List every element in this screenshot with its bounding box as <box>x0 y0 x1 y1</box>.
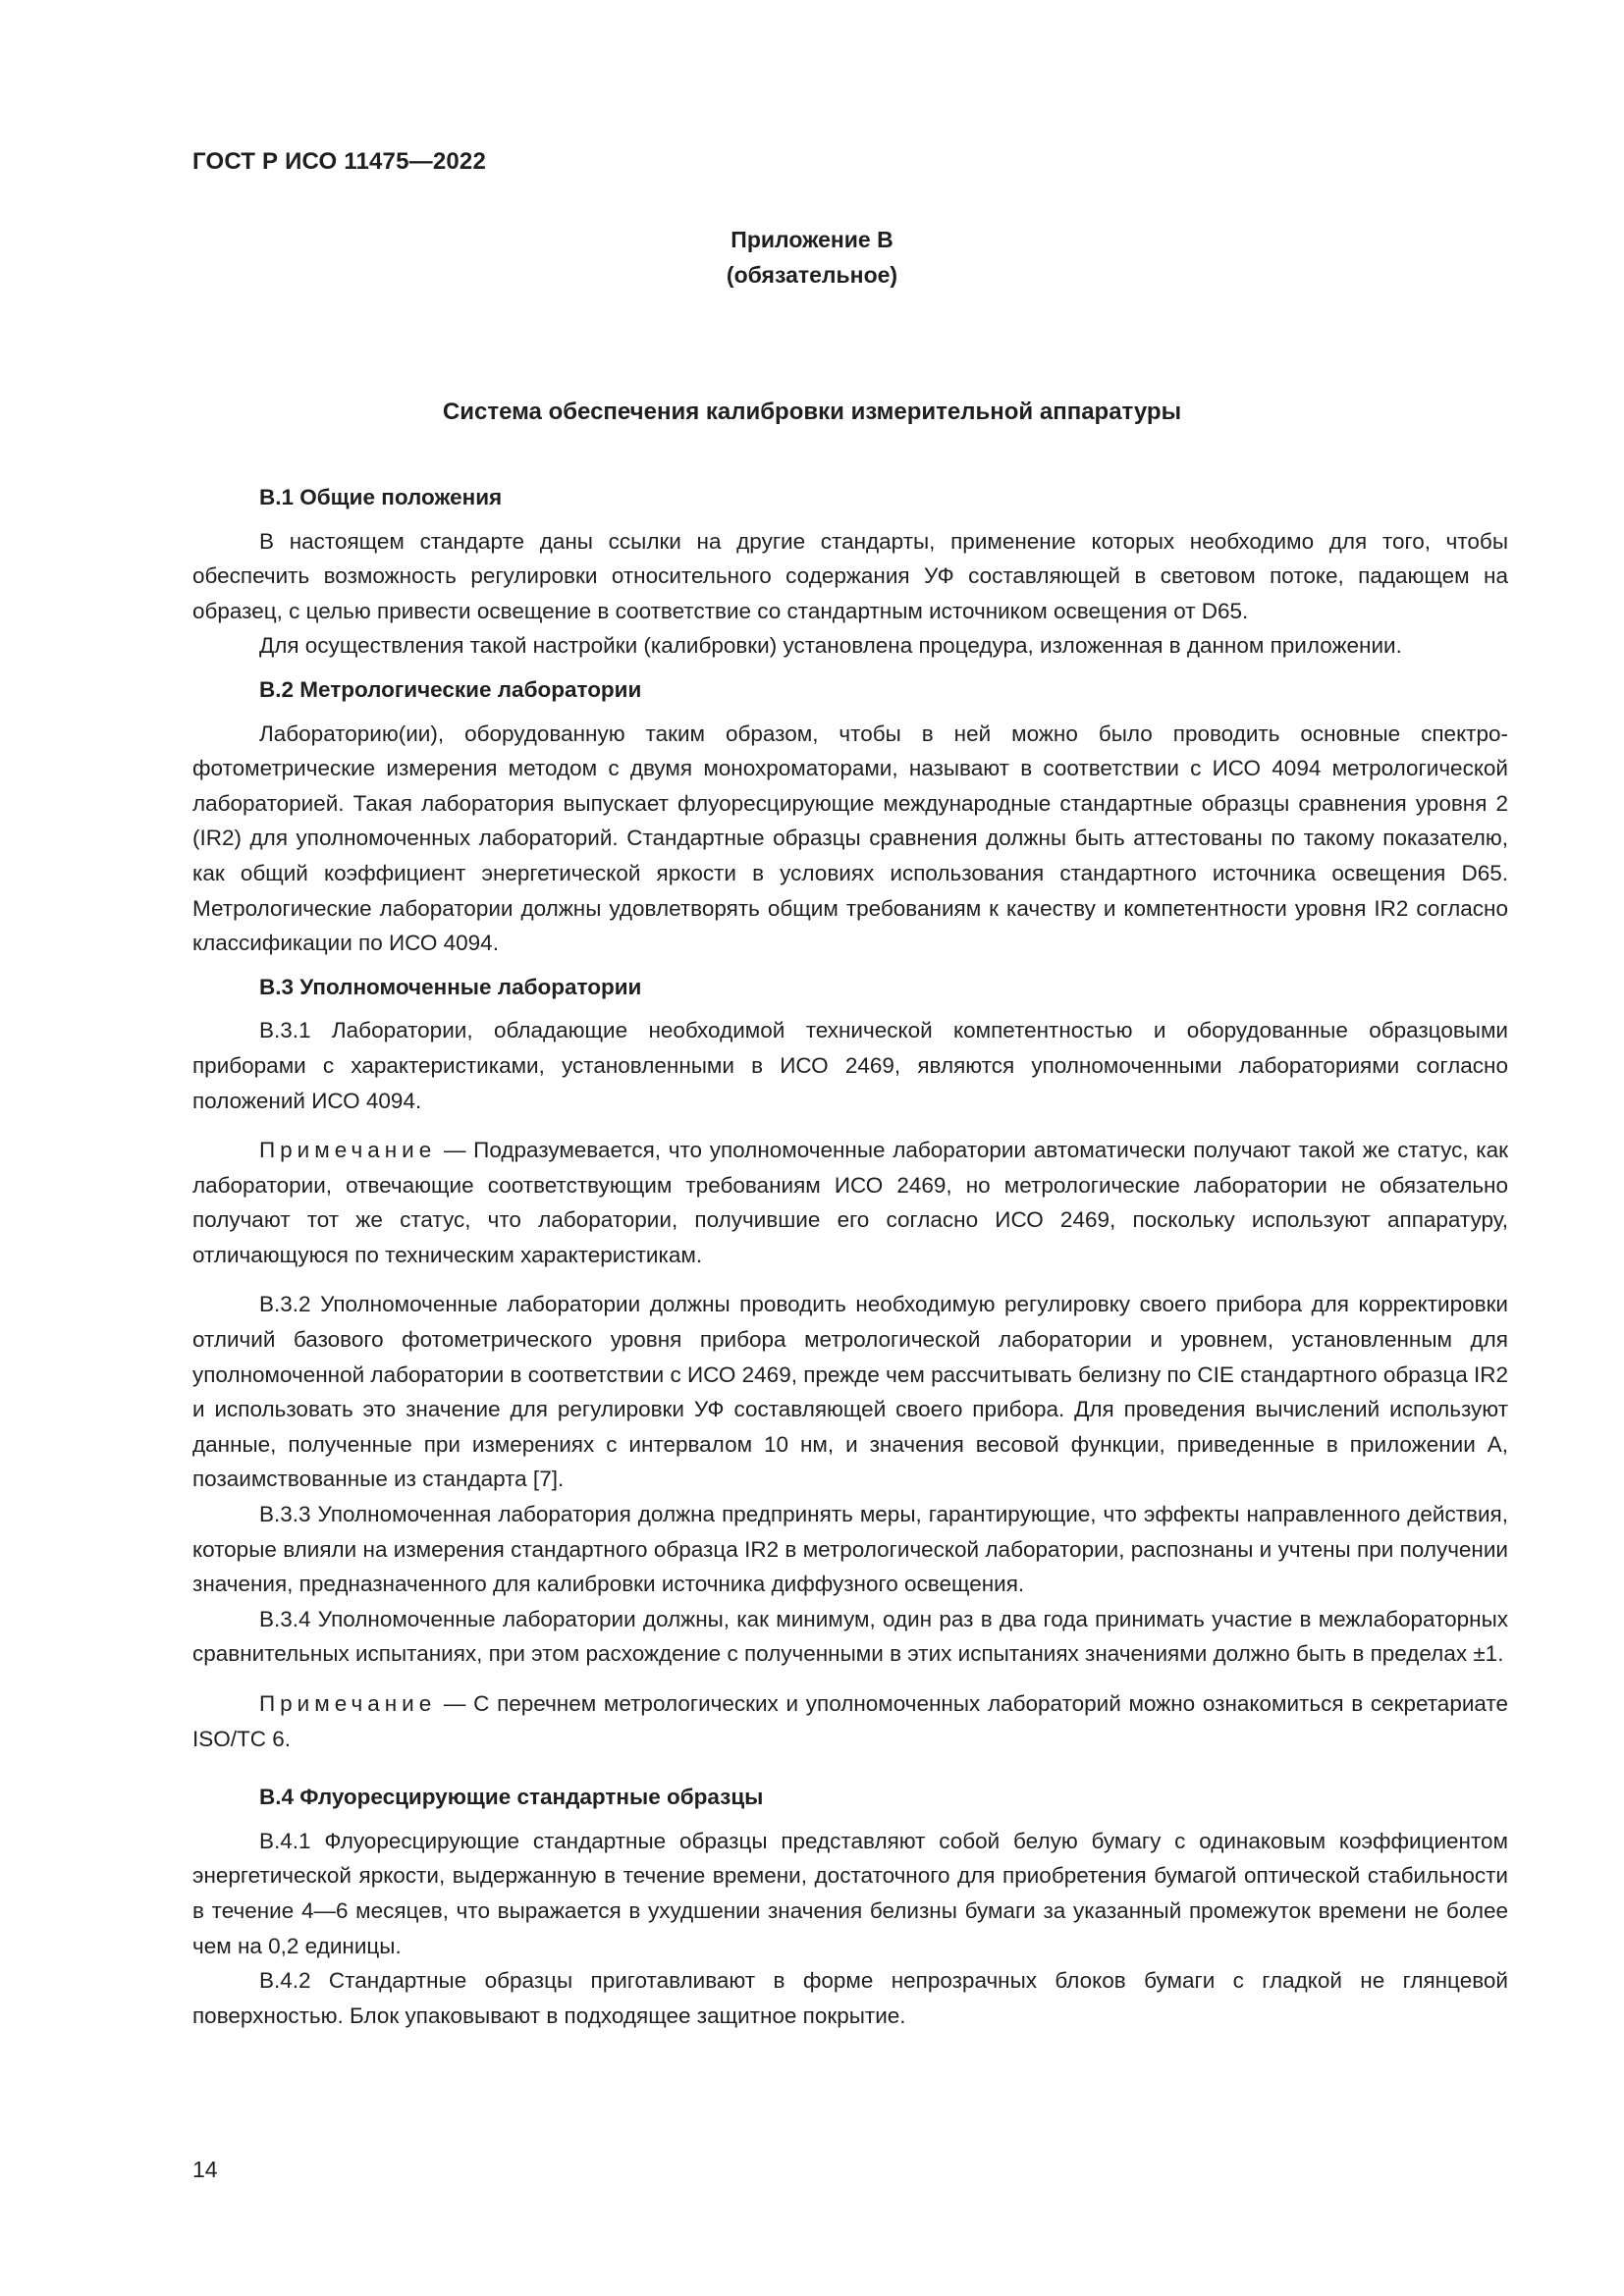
paragraph-b3-2: В.3.2 Уполномоченные лаборатории должны проводить необходимую регулировку своего прибора для корректировки отличий базового фотометрического уровня прибора метрологической лаборатории и уровнем, установленным для уполномоченной лаборатории в соответствии с ИСО 2469, прежде чем рассчитывать белизну по CIE стандартного образца IR2 и использовать это значение для регулировки УФ составляющей своего прибора. Для проведения вычислений используют данные, полученные при измерениях с интервалом 10 нм, и значения весовой функции, приведенные в приложении А, позаимствованные из стандарта [7]. <box>192 1292 1508 1492</box>
paragraph-b2-1: Лабораторию(ии), оборудованную таким образом, чтобы в ней можно было проводить основные спектрофотометрические измерения методом с двумя монохроматорами, называют в соответствии с ИСО 4094 метрологической лабораторией. Такая лаборатория выпускает флуоресцирующие международные стандартные образцы сравнения уровня 2 (IR2) для уполномоченных лабораторий. Стандартные образцы сравнения должны быть аттестованы по такому показателю, как общий коэффициент энергетической яркости в условиях использования стандартного источника освещения D65. Метрологические лаборатории должны удовлетворять общим требованиям к качеству и компетентности уровня IR2 согласно классификации по ИСО 4094. <box>192 721 1508 956</box>
paragraph-b4-2: В.4.2 Стандартные образцы приготавливают в форме непрозрачных блоков бумаги с гладкой не глянцевой поверхностью. Блок упаковывают в подходящее защитное покрытие. <box>192 1968 1508 2028</box>
annex-header <box>0 222 1624 293</box>
note-label: Примечание <box>259 1691 437 1716</box>
annex-title: Система обеспечения калибровки измерительной аппаратуры <box>442 399 1182 425</box>
note-label: Примечание <box>259 1138 437 1163</box>
note-text: — С перечнем метрологических и уполномоченных лабораторий можно ознакомиться в секретариате ISO/TC 6. <box>192 1691 1508 1751</box>
page-number: 14 <box>192 2157 218 2182</box>
paragraph-b3-4: В.3.4 Уполномоченные лаборатории должны, как минимум, один раз в два года принимать участие в межлабораторных сравнительных испытаниях, при этом расхождение с полученными в этих испытаниях значениями должно быть в пределах ±1. <box>192 1606 1508 1667</box>
document-body <box>192 480 1508 2033</box>
document-code: ГОСТ Р ИСО 11475—2022 <box>192 148 487 175</box>
section-heading-b2: В.2 Метрологические лаборатории <box>259 676 642 702</box>
note-b3-1 <box>192 1133 1508 1272</box>
annex-label: Приложение В <box>731 227 893 252</box>
note-b3-2 <box>192 1686 1508 1756</box>
paragraph-b3-3: В.3.3 Уполномоченная лаборатория должна предпринять меры, гарантирующие, что эффекты направленного действия, которые влияли на измерения стандартного образца IR2 в метрологической лаборатории, распознаны и учтены при получении значения, предназначенного для калибровки источника диффузного освещения. <box>192 1502 1508 1597</box>
paragraph-b4-1: В.4.1 Флуоресцирующие стандартные образцы представляют собой белую бумагу с одинаковым коэффициентом энергетической яркости, выдержанную в течение времени, достаточного для приобретения бумагой оптической стабильности в течение 4—6 месяцев, что выражается в ухудшении значения белизны бумаги за указанный промежуток времени не более чем на 0,2 единицы. <box>192 1828 1508 1958</box>
section-heading-b3: В.3 Уполномоченные лаборатории <box>259 974 642 999</box>
annex-status: (обязательное) <box>726 262 898 288</box>
paragraph-b1-2: Для осуществления такой настройки (калибровки) установлена процедура, изложенная в данном приложении. <box>259 633 1402 659</box>
paragraph-b1-1: В настоящем стандарте даны ссылки на другие стандарты, применение которых необходимо для того, чтобы обеспечить возможность регулировки относительного содержания УФ составляющей в световом потоке, падающем на образец, с целью привести освещение в соответствие со стандартным источником освещения от D65. <box>192 528 1508 623</box>
section-heading-b4: В.4 Флуоресцирующие стандартные образцы <box>259 1785 764 1810</box>
paragraph-b3-1: В.3.1 Лаборатории, обладающие необходимой технической компетентностью и оборудованные образцовыми приборами с характеристиками, установленными в ИСО 2469, являются уполномоченными лабораториями согласно положений ИСО 4094. <box>192 1018 1508 1113</box>
section-heading-b1: В.1 Общие положения <box>259 485 503 509</box>
note-text: — Подразумевается, что уполномоченные лаборатории автоматически получают такой же статус, как лаборатории, отвечающие соответствующим требованиям ИСО 2469, но метрологические лаборатории не обязательно получают тот же статус, что лаборатории, получившие его согласно ИСО 2469, поскольку используют аппаратуру, отличающуюся по техническим характеристикам. <box>192 1138 1508 1267</box>
